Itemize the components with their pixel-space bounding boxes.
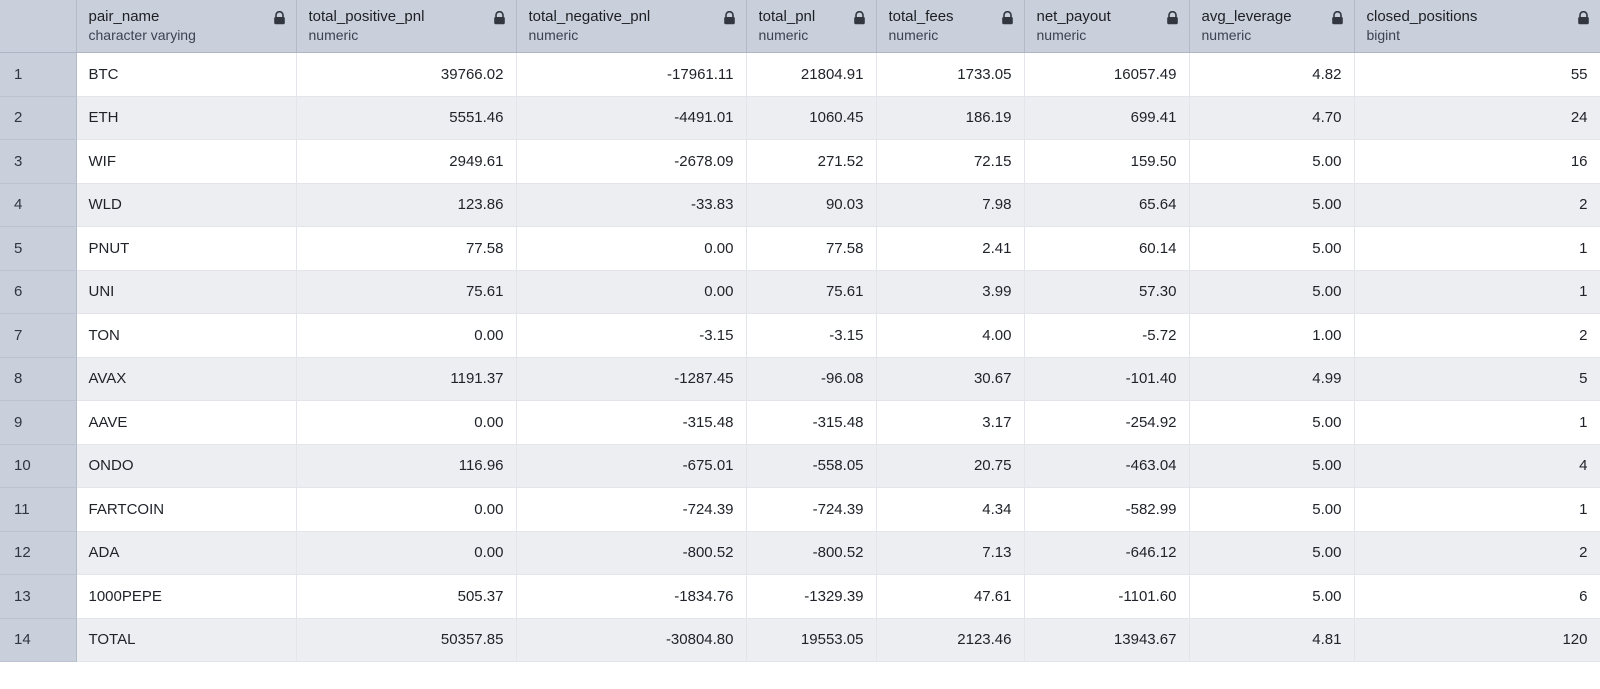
row-number[interactable]: 9 <box>0 401 76 445</box>
cell-total_negative_pnl[interactable]: -2678.09 <box>516 140 746 184</box>
cell-pair_name[interactable]: WIF <box>76 140 296 184</box>
table-row[interactable] <box>0 444 1600 488</box>
cell-closed_positions[interactable]: 4 <box>1354 444 1600 488</box>
table-row[interactable] <box>0 96 1600 140</box>
row-number[interactable]: 8 <box>0 357 76 401</box>
cell-avg_leverage[interactable]: 4.70 <box>1189 96 1354 140</box>
grid-header <box>0 0 1600 53</box>
lock-icon <box>1166 11 1179 25</box>
cell-total_pnl[interactable]: -724.39 <box>746 488 876 532</box>
cell-total_negative_pnl[interactable]: -315.48 <box>516 401 746 445</box>
table-row[interactable] <box>0 227 1600 271</box>
cell-total_pnl[interactable]: -1329.39 <box>746 575 876 619</box>
cell-avg_leverage[interactable]: 5.00 <box>1189 531 1354 575</box>
cell-avg_leverage[interactable]: 4.81 <box>1189 618 1354 662</box>
cell-net_payout[interactable]: 159.50 <box>1024 140 1189 184</box>
cell-total_positive_pnl[interactable]: 2949.61 <box>296 140 516 184</box>
cell-avg_leverage[interactable]: 4.82 <box>1189 53 1354 97</box>
cell-net_payout[interactable]: 60.14 <box>1024 227 1189 271</box>
column-header-name: total_negative_pnl <box>528 8 651 25</box>
column-header-closed_positions[interactable] <box>1354 0 1600 53</box>
lock-icon <box>853 11 866 25</box>
cell-total_negative_pnl[interactable]: -30804.80 <box>516 618 746 662</box>
cell-total_positive_pnl[interactable]: 77.58 <box>296 227 516 271</box>
cell-total_negative_pnl[interactable]: -1287.45 <box>516 357 746 401</box>
cell-total_fees[interactable]: 47.61 <box>876 575 1024 619</box>
cell-net_payout[interactable]: 57.30 <box>1024 270 1189 314</box>
cell-net_payout[interactable]: -582.99 <box>1024 488 1189 532</box>
column-header-total_pnl[interactable] <box>746 0 876 53</box>
cell-total_positive_pnl[interactable]: 1191.37 <box>296 357 516 401</box>
cell-pair_name[interactable]: TOTAL <box>76 618 296 662</box>
column-header-type: numeric <box>528 27 579 43</box>
cell-closed_positions[interactable]: 6 <box>1354 575 1600 619</box>
column-header-type: numeric <box>1036 27 1087 43</box>
row-number[interactable]: 1 <box>0 53 76 97</box>
cell-total_negative_pnl[interactable]: -17961.11 <box>516 53 746 97</box>
cell-total_negative_pnl[interactable]: -724.39 <box>516 488 746 532</box>
cell-total_negative_pnl[interactable]: -33.83 <box>516 183 746 227</box>
cell-avg_leverage[interactable]: 5.00 <box>1189 488 1354 532</box>
grid-corner <box>0 0 76 52</box>
cell-total_fees[interactable]: 4.00 <box>876 314 1024 358</box>
cell-total_fees[interactable]: 72.15 <box>876 140 1024 184</box>
row-number[interactable]: 10 <box>0 444 76 488</box>
lock-icon <box>723 11 736 25</box>
column-header-pair_name[interactable] <box>76 0 296 53</box>
cell-net_payout[interactable]: 13943.67 <box>1024 618 1189 662</box>
row-number-header <box>0 0 76 53</box>
row-number[interactable]: 7 <box>0 314 76 358</box>
cell-total_negative_pnl[interactable]: -800.52 <box>516 531 746 575</box>
cell-total_fees[interactable]: 4.34 <box>876 488 1024 532</box>
column-header-name: pair_name <box>88 8 160 25</box>
cell-total_pnl[interactable]: -558.05 <box>746 444 876 488</box>
row-number[interactable]: 3 <box>0 140 76 184</box>
cell-total_pnl[interactable]: -800.52 <box>746 531 876 575</box>
cell-total_negative_pnl[interactable]: -4491.01 <box>516 96 746 140</box>
row-number[interactable]: 14 <box>0 618 76 662</box>
cell-closed_positions[interactable]: 16 <box>1354 140 1600 184</box>
grid-body <box>0 53 1600 662</box>
cell-total_negative_pnl[interactable]: 0.00 <box>516 227 746 271</box>
cell-pair_name[interactable]: AAVE <box>76 401 296 445</box>
cell-pair_name[interactable]: WLD <box>76 183 296 227</box>
column-header-name: closed_positions <box>1366 8 1478 25</box>
cell-net_payout[interactable]: -1101.60 <box>1024 575 1189 619</box>
row-number[interactable]: 2 <box>0 96 76 140</box>
cell-total_positive_pnl[interactable]: 5551.46 <box>296 96 516 140</box>
cell-total_fees[interactable]: 30.67 <box>876 357 1024 401</box>
cell-total_positive_pnl[interactable]: 75.61 <box>296 270 516 314</box>
column-header-type: character varying <box>88 27 196 43</box>
cell-total_positive_pnl[interactable]: 0.00 <box>296 531 516 575</box>
column-header-type: numeric <box>888 27 939 43</box>
table-row[interactable] <box>0 183 1600 227</box>
cell-closed_positions[interactable]: 5 <box>1354 357 1600 401</box>
cell-avg_leverage[interactable]: 5.00 <box>1189 270 1354 314</box>
cell-total_fees[interactable]: 7.98 <box>876 183 1024 227</box>
column-header-name: net_payout <box>1036 8 1111 25</box>
cell-total_negative_pnl[interactable]: -1834.76 <box>516 575 746 619</box>
cell-closed_positions[interactable]: 2 <box>1354 314 1600 358</box>
column-header-type: numeric <box>758 27 809 43</box>
column-header-type: bigint <box>1366 27 1400 43</box>
cell-total_pnl[interactable]: 271.52 <box>746 140 876 184</box>
cell-net_payout[interactable]: 699.41 <box>1024 96 1189 140</box>
cell-net_payout[interactable]: -101.40 <box>1024 357 1189 401</box>
cell-total_positive_pnl[interactable]: 0.00 <box>296 314 516 358</box>
lock-icon <box>493 11 506 25</box>
cell-net_payout[interactable]: -5.72 <box>1024 314 1189 358</box>
cell-pair_name[interactable]: 1000PEPE <box>76 575 296 619</box>
lock-icon <box>273 11 286 25</box>
cell-closed_positions[interactable]: 1 <box>1354 270 1600 314</box>
header-row <box>0 0 1600 53</box>
cell-avg_leverage[interactable]: 5.00 <box>1189 227 1354 271</box>
cell-pair_name[interactable]: TON <box>76 314 296 358</box>
cell-total_positive_pnl[interactable]: 50357.85 <box>296 618 516 662</box>
cell-closed_positions[interactable]: 1 <box>1354 401 1600 445</box>
cell-avg_leverage[interactable]: 4.99 <box>1189 357 1354 401</box>
cell-total_fees[interactable]: 2123.46 <box>876 618 1024 662</box>
column-header-type: numeric <box>308 27 359 43</box>
column-header-name: avg_leverage <box>1201 8 1292 25</box>
cell-pair_name[interactable]: UNI <box>76 270 296 314</box>
column-header-total_negative_pnl[interactable] <box>516 0 746 53</box>
table-row[interactable] <box>0 53 1600 97</box>
table-row[interactable] <box>0 140 1600 184</box>
cell-total_pnl[interactable]: 77.58 <box>746 227 876 271</box>
cell-closed_positions[interactable]: 1 <box>1354 227 1600 271</box>
cell-total_positive_pnl[interactable]: 116.96 <box>296 444 516 488</box>
cell-pair_name[interactable]: ETH <box>76 96 296 140</box>
cell-closed_positions[interactable]: 24 <box>1354 96 1600 140</box>
cell-total_fees[interactable]: 3.17 <box>876 401 1024 445</box>
cell-closed_positions[interactable]: 120 <box>1354 618 1600 662</box>
cell-total_pnl[interactable]: -96.08 <box>746 357 876 401</box>
cell-total_negative_pnl[interactable]: -675.01 <box>516 444 746 488</box>
table-row[interactable] <box>0 531 1600 575</box>
row-number[interactable]: 6 <box>0 270 76 314</box>
cell-avg_leverage[interactable]: 5.00 <box>1189 140 1354 184</box>
row-number[interactable]: 11 <box>0 488 76 532</box>
table-row[interactable] <box>0 401 1600 445</box>
cell-closed_positions[interactable]: 2 <box>1354 531 1600 575</box>
cell-net_payout[interactable]: -646.12 <box>1024 531 1189 575</box>
cell-total_positive_pnl[interactable]: 0.00 <box>296 488 516 532</box>
cell-total_fees[interactable]: 186.19 <box>876 96 1024 140</box>
cell-pair_name[interactable]: PNUT <box>76 227 296 271</box>
table-row[interactable] <box>0 575 1600 619</box>
cell-net_payout[interactable]: 65.64 <box>1024 183 1189 227</box>
cell-closed_positions[interactable]: 2 <box>1354 183 1600 227</box>
cell-total_positive_pnl[interactable]: 505.37 <box>296 575 516 619</box>
table-row[interactable] <box>0 618 1600 662</box>
cell-avg_leverage[interactable]: 5.00 <box>1189 183 1354 227</box>
table-row[interactable] <box>0 314 1600 358</box>
cell-total_fees[interactable]: 7.13 <box>876 531 1024 575</box>
column-header-net_payout[interactable] <box>1024 0 1189 53</box>
cell-avg_leverage[interactable]: 5.00 <box>1189 444 1354 488</box>
cell-total_positive_pnl[interactable]: 0.00 <box>296 401 516 445</box>
cell-net_payout[interactable]: -254.92 <box>1024 401 1189 445</box>
cell-total_positive_pnl[interactable]: 123.86 <box>296 183 516 227</box>
column-header-total_fees[interactable] <box>876 0 1024 53</box>
lock-icon <box>1331 11 1344 25</box>
cell-total_fees[interactable]: 20.75 <box>876 444 1024 488</box>
table-row[interactable] <box>0 270 1600 314</box>
lock-icon <box>1577 11 1590 25</box>
row-number[interactable]: 12 <box>0 531 76 575</box>
cell-pair_name[interactable]: FARTCOIN <box>76 488 296 532</box>
column-header-name: total_pnl <box>758 8 816 25</box>
cell-total_pnl[interactable]: 90.03 <box>746 183 876 227</box>
cell-total_pnl[interactable]: -3.15 <box>746 314 876 358</box>
cell-avg_leverage[interactable]: 1.00 <box>1189 314 1354 358</box>
row-number[interactable]: 4 <box>0 183 76 227</box>
column-header-name: total_fees <box>888 8 954 25</box>
row-number[interactable]: 5 <box>0 227 76 271</box>
cell-total_fees[interactable]: 3.99 <box>876 270 1024 314</box>
cell-total_fees[interactable]: 2.41 <box>876 227 1024 271</box>
row-number[interactable]: 13 <box>0 575 76 619</box>
cell-net_payout[interactable]: 16057.49 <box>1024 53 1189 97</box>
column-header-name: total_positive_pnl <box>308 8 425 25</box>
table-row[interactable] <box>0 357 1600 401</box>
lock-icon <box>1001 11 1014 25</box>
cell-net_payout[interactable]: -463.04 <box>1024 444 1189 488</box>
cell-closed_positions[interactable]: 55 <box>1354 53 1600 97</box>
cell-total_pnl[interactable]: 21804.91 <box>746 53 876 97</box>
cell-total_pnl[interactable]: 75.61 <box>746 270 876 314</box>
table-row[interactable] <box>0 488 1600 532</box>
cell-pair_name[interactable]: ADA <box>76 531 296 575</box>
cell-avg_leverage[interactable]: 5.00 <box>1189 575 1354 619</box>
cell-total_negative_pnl[interactable]: -3.15 <box>516 314 746 358</box>
cell-total_positive_pnl[interactable]: 39766.02 <box>296 53 516 97</box>
cell-closed_positions[interactable]: 1 <box>1354 488 1600 532</box>
column-header-type: numeric <box>1201 27 1252 43</box>
cell-total_negative_pnl[interactable]: 0.00 <box>516 270 746 314</box>
cell-pair_name[interactable]: AVAX <box>76 357 296 401</box>
cell-total_fees[interactable]: 1733.05 <box>876 53 1024 97</box>
cell-total_pnl[interactable]: 1060.45 <box>746 96 876 140</box>
cell-pair_name[interactable]: BTC <box>76 53 296 97</box>
cell-avg_leverage[interactable]: 5.00 <box>1189 401 1354 445</box>
cell-total_pnl[interactable]: 19553.05 <box>746 618 876 662</box>
cell-pair_name[interactable]: ONDO <box>76 444 296 488</box>
cell-total_pnl[interactable]: -315.48 <box>746 401 876 445</box>
column-header-avg_leverage[interactable] <box>1189 0 1354 53</box>
column-header-total_positive_pnl[interactable] <box>296 0 516 53</box>
